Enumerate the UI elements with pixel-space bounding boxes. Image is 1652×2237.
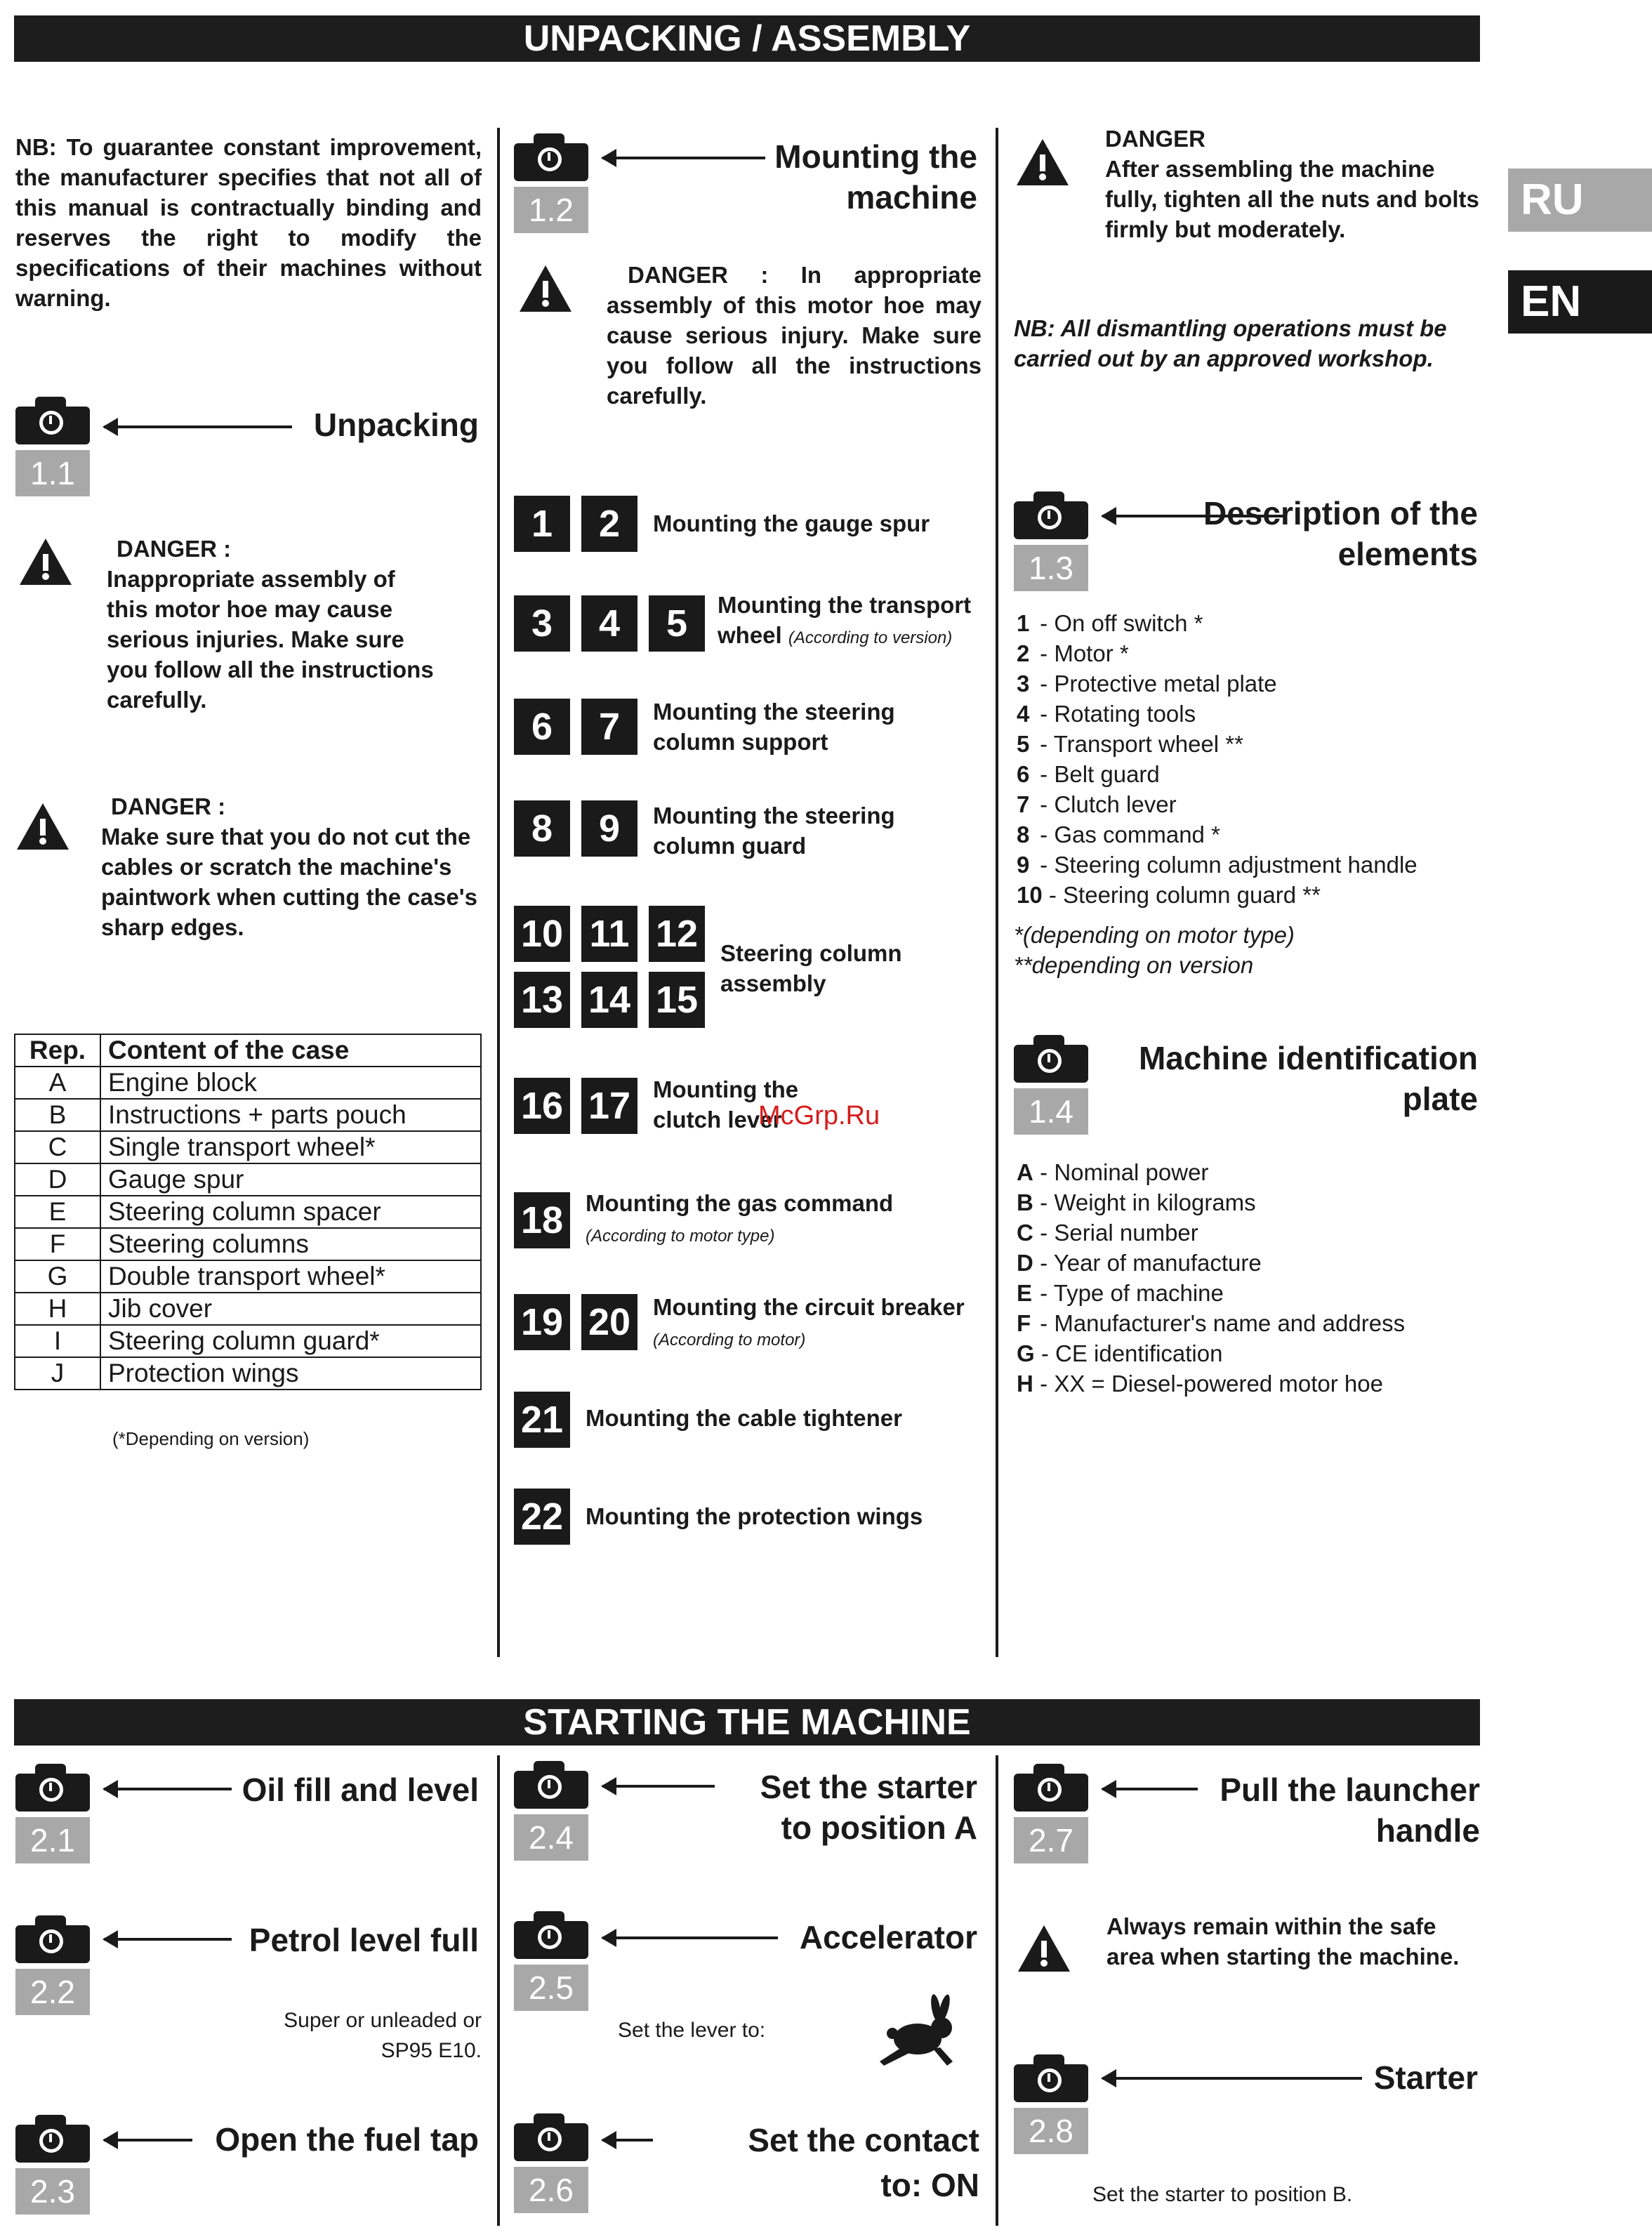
table-cell: Engine block <box>100 1067 481 1099</box>
figure-number: 2.8 <box>1014 2108 1088 2154</box>
arrow-icon <box>602 1785 715 1788</box>
table-cell: Gauge spur <box>100 1163 481 1196</box>
step-label: Steering column assembly <box>720 940 902 996</box>
table-cell: A <box>15 1067 100 1099</box>
step-number-badge: 4 <box>581 595 637 652</box>
elements-list <box>1017 608 1480 910</box>
arrow-icon <box>104 2139 192 2142</box>
starter-note: Set the starter to position B. <box>1092 2183 1353 2206</box>
table-footnote: (*Depending on version) <box>112 1428 310 1449</box>
figure-number: 2.4 <box>514 1814 588 1861</box>
step-number-badge: 7 <box>581 699 637 755</box>
step-number-badge: 22 <box>514 1489 570 1545</box>
step-number-badge: 13 <box>514 972 570 1028</box>
arrow-icon <box>602 2139 653 2142</box>
step-label: Mounting the clutch lever <box>653 1076 799 1133</box>
camera-icon <box>1014 1764 1088 1869</box>
nb-disclaimer: NB: To guarantee constant improvement, the manufacturer specifies that not all of this manual is contractually binding and reserves the right to modify the specifications of their machines without warning. <box>15 134 482 311</box>
table-cell: I <box>15 1325 100 1357</box>
list-item: H - XX = Diesel-powered motor hoe <box>1017 1371 1383 1397</box>
table-cell: Steering column guard* <box>100 1325 481 1357</box>
watermark: McGrp.Ru <box>758 1101 880 1130</box>
list-item: 2 - Motor * <box>1017 640 1129 666</box>
table-cell: Double transport wheel* <box>100 1260 481 1293</box>
step-number-badge: 20 <box>581 1294 637 1350</box>
table-cell: D <box>15 1163 100 1196</box>
camera-icon <box>1014 2054 1088 2160</box>
list-item: 8 - Gas command * <box>1017 821 1220 847</box>
camera-icon <box>1014 1035 1088 1140</box>
step-number-badge: 18 <box>514 1192 570 1248</box>
figure-number: 1.4 <box>1014 1088 1088 1135</box>
table-row <box>15 1293 481 1325</box>
lang-tab-en[interactable]: EN <box>1508 270 1652 334</box>
heading-accelerator: Accelerator <box>799 1919 977 1955</box>
figure-number: 2.6 <box>514 2167 588 2213</box>
heading-starter: Starter <box>1373 2059 1478 2096</box>
table-cell: G <box>15 1260 100 1293</box>
figure-number: 1.2 <box>514 187 588 233</box>
list-item: 9 - Steering column adjustment handle <box>1017 852 1418 878</box>
heading-description: Description of the elements <box>1203 495 1478 572</box>
step-label: Mounting the gauge spur <box>653 510 930 536</box>
list-item: D - Year of manufacture <box>1017 1250 1262 1276</box>
list-item: C - Serial number <box>1017 1220 1198 1246</box>
figure-number: 1.1 <box>15 450 90 496</box>
step-number-badge: 8 <box>514 800 570 857</box>
table-row <box>15 1228 481 1260</box>
step-number-badge: 19 <box>514 1294 570 1350</box>
table-cell: F <box>15 1228 100 1260</box>
list-item: 6 - Belt guard <box>1017 761 1160 787</box>
table-row <box>15 1131 481 1163</box>
footnote: *(depending on motor type) <box>1014 922 1295 948</box>
table-header: Content of the case <box>100 1034 481 1067</box>
column-divider <box>996 1755 998 2226</box>
danger-text: DANGER : In appropriate assembly of this motor hoe may cause serious injury. Make sure you follow all the instructions carefully. <box>607 262 982 409</box>
table-cell: Jib cover <box>100 1293 481 1325</box>
table-row <box>15 1196 481 1228</box>
arrow-icon <box>1102 2077 1362 2080</box>
table-cell: Protection wings <box>100 1357 481 1390</box>
camera-icon <box>15 397 90 502</box>
list-item: 1 - On off switch * <box>1017 610 1203 636</box>
column-divider <box>497 1755 500 2226</box>
warning-icon <box>1015 138 1070 187</box>
step-number-badge: 6 <box>514 699 570 755</box>
camera-icon <box>514 2113 588 2219</box>
heading-unpacking: Unpacking <box>313 407 479 443</box>
camera-icon <box>15 1764 90 1869</box>
list-item: B - Weight in kilograms <box>1017 1189 1256 1215</box>
step-label: Mounting the cable tightener <box>586 1405 902 1431</box>
step-number-badge: 9 <box>581 800 637 857</box>
table-row <box>15 1067 481 1099</box>
case-contents-table <box>14 1034 482 1390</box>
danger-title: DANGER : <box>117 536 232 562</box>
step-label: Mounting the protection wings <box>586 1503 923 1529</box>
list-item: 3 - Protective metal plate <box>1017 671 1277 697</box>
step-label: Mounting the steering column guard <box>653 803 895 859</box>
table-cell: Steering columns <box>100 1228 481 1260</box>
arrow-icon <box>602 1936 778 1939</box>
heading-contact-on: Set the contact to: ON <box>748 2122 979 2203</box>
table-row <box>15 1163 481 1196</box>
table-header: Rep. <box>15 1034 100 1067</box>
warning-icon <box>518 264 573 313</box>
table-row <box>15 1325 481 1357</box>
table-cell: Single transport wheel* <box>100 1131 481 1163</box>
step-number-badge: 10 <box>514 906 570 962</box>
table-cell: H <box>15 1293 100 1325</box>
danger-title: DANGER : <box>111 793 226 819</box>
warning-icon <box>15 802 70 851</box>
table-row <box>15 1099 481 1131</box>
nb-dismantling: NB: All dismantling operations must be carried out by an approved workshop. <box>1014 315 1447 371</box>
arrow-icon <box>104 1788 232 1790</box>
table-row <box>15 1357 481 1390</box>
camera-icon <box>514 1911 588 2017</box>
step-label: Mounting the gas command (According to motor type) <box>586 1190 894 1246</box>
camera-icon <box>514 133 588 239</box>
step-number-badge: 11 <box>581 906 637 962</box>
fuel-note: Super or unleaded or SP95 E10. <box>284 2009 482 2062</box>
step-label: Mounting the steering column support <box>653 699 895 755</box>
footnote: **depending on version <box>1014 952 1254 978</box>
camera-icon <box>1014 491 1088 597</box>
safety-warning-text: Always remain within the safe area when starting the machine. <box>1106 1913 1460 1969</box>
step-label: Mounting the circuit breaker (According to motor) <box>653 1294 965 1350</box>
danger-text: Make sure that you do not cut the cables or scratch the machine's paintwork when cutting the case's sharp edges. <box>101 824 477 940</box>
list-item: 7 - Clutch lever <box>1017 791 1177 817</box>
heading-fuel-tap: Open the fuel tap <box>215 2121 479 2158</box>
figure-number: 2.2 <box>15 1969 90 2015</box>
list-item: G - CE identification <box>1017 1340 1223 1366</box>
danger-text: After assembling the machine fully, tighten all the nuts and bolts firmly but moderately. <box>1105 156 1479 242</box>
figure-number: 2.7 <box>1014 1817 1088 1863</box>
step-number-badge: 21 <box>514 1392 570 1448</box>
table-header-row <box>15 1034 481 1067</box>
heading-launcher: Pull the launcher handle <box>1220 1771 1480 1849</box>
lang-tab-ru[interactable]: RU <box>1508 169 1652 232</box>
heading-oil: Oil fill and level <box>242 1771 479 1808</box>
table-cell: B <box>15 1099 100 1131</box>
table-row <box>15 1260 481 1293</box>
column-divider <box>497 128 500 1657</box>
figure-number: 2.3 <box>15 2168 90 2215</box>
list-item: 5 - Transport wheel ** <box>1017 731 1243 757</box>
figure-number: 1.3 <box>1014 545 1088 591</box>
danger-title: DANGER <box>1105 126 1206 152</box>
column-divider <box>996 128 998 1657</box>
table-cell: E <box>15 1196 100 1228</box>
table-cell: Instructions + parts pouch <box>100 1099 481 1131</box>
camera-icon <box>15 2115 90 2220</box>
step-number-badge: 14 <box>581 972 637 1028</box>
heading-mounting-machine: Mounting the machine <box>774 138 977 216</box>
warning-icon <box>18 537 73 586</box>
step-number-badge: 12 <box>649 906 705 962</box>
rabbit-icon <box>874 1993 965 2070</box>
figure-number: 2.5 <box>514 1965 588 2011</box>
step-number-badge: 1 <box>514 496 570 552</box>
section-title-unpacking: UNPACKING / ASSEMBLY <box>14 15 1480 62</box>
warning-icon <box>1017 1924 1071 1973</box>
step-number-badge: 2 <box>581 496 637 552</box>
heading-petrol: Petrol level full <box>249 1922 479 1958</box>
camera-icon <box>514 1761 588 1866</box>
step-number-badge: 17 <box>581 1078 637 1134</box>
list-item: 10 - Steering column guard ** <box>1017 882 1321 908</box>
step-number-badge: 5 <box>649 595 705 652</box>
table-cell: J <box>15 1357 100 1390</box>
heading-identification-plate: Machine identification plate <box>1138 1040 1478 1117</box>
list-item: 4 - Rotating tools <box>1017 701 1196 727</box>
lever-note: Set the lever to: <box>618 2019 766 2042</box>
arrow-icon <box>104 425 292 428</box>
table-cell: C <box>15 1131 100 1163</box>
danger-text: Inappropriate assembly of this motor hoe may cause serious injuries. Make sure you follow all the instructions carefully. <box>107 566 434 713</box>
step-number-badge: 3 <box>514 595 570 652</box>
section-title-starting: STARTING THE MACHINE <box>14 1699 1480 1746</box>
arrow-icon <box>104 1938 232 1941</box>
list-item: E - Type of machine <box>1017 1280 1224 1306</box>
figure-number: 2.1 <box>15 1817 90 1863</box>
step-number-badge: 16 <box>514 1078 570 1134</box>
list-item: A - Nominal power <box>1017 1159 1209 1185</box>
list-item: F - Manufacturer's name and address <box>1017 1310 1406 1336</box>
step-number-badge: 15 <box>649 972 705 1028</box>
step-label: Mounting the transport wheel (According to version) <box>718 592 972 648</box>
table-cell: Steering column spacer <box>100 1196 481 1228</box>
arrow-icon <box>1102 1788 1198 1790</box>
camera-icon <box>15 1915 90 2021</box>
heading-starter-a: Set the starter to position A <box>760 1769 977 1846</box>
plate-list <box>1017 1157 1480 1399</box>
